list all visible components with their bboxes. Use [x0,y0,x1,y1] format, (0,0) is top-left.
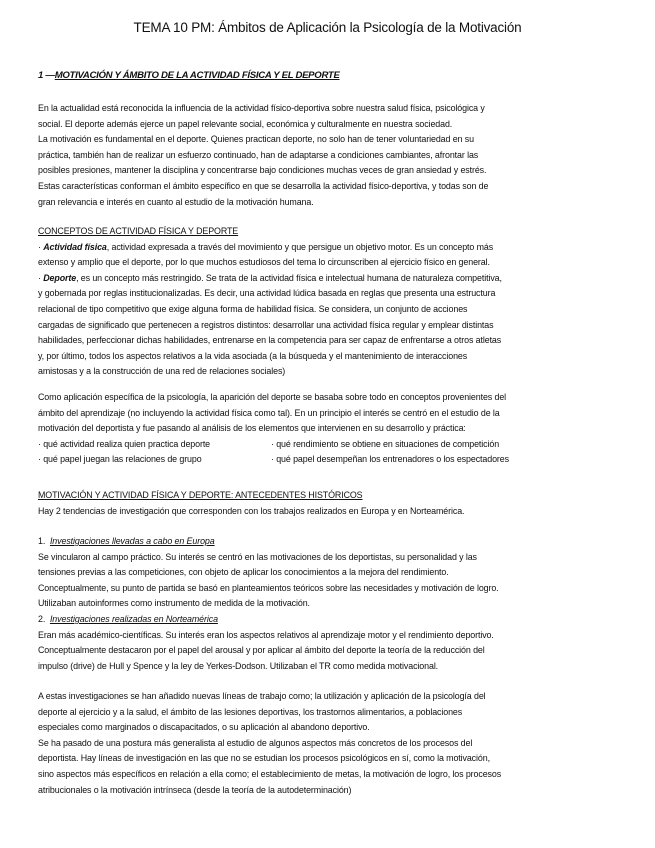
text-line: social. El deporte además ejerce un papel relevante social, económica y culturalmente en nuestra sociedad. [38,118,453,129]
question-row [38,452,623,468]
europe-heading [38,534,623,550]
bullet: · [38,241,44,252]
text-line: especiales como marginados o discapacitados, o su aplicación al abandono deportivo. [38,722,370,733]
question-item: · qué papel juegan las relaciones de grupo [38,454,202,465]
definition-text: , actividad expresada a través del movimiento y que persigue un objetivo motor. Es un concepto más [106,241,494,252]
concepts-heading: CONCEPTOS DE ACTIVIDAD FÍSICA Y DEPORTE [38,226,239,236]
text-line: La motivación es fundamental en el deporte. Quienes practican deporte, no solo han de tener voluntariedad en su [38,134,474,145]
list-number: 2. [38,613,46,624]
text-line: Como aplicación específica de la psicología, la aparición del deporte se basaba sobre todo en conceptos provenientes del [38,392,507,402]
text-line: práctica, también han de realizar un esfuerzo continuado, han de adaptarse a condiciones cambiantes, afrontar las [38,149,479,160]
question-item: · qué papel desempeñan los entrenadores o los espectadores [271,454,509,465]
question-row [38,437,623,453]
section-number: 1 — [38,70,55,81]
america-heading [38,612,623,628]
term-deporte: Deporte [43,272,77,283]
text-line: Utilizaban autoinformes como instrumento de medida de la motivación. [38,598,310,609]
text-line: y, por último, todos los aspectos relativos a la vida asociada (a la búsqueda y el mantenimiento de interacciones [38,350,468,361]
application-paragraph [38,390,623,468]
text-line: extenso y amplio que el deporte, por lo que muchos estudiosos del tema lo circunscriben al ejercicio físico en general. [38,257,490,268]
section-heading-text: MOTIVACIÓN Y ÁMBITO DE LA ACTIVIDAD FÍSICA Y EL DEPORTE [54,70,340,81]
america-heading-text: Investigaciones realizadas en Norteamérica [49,613,218,624]
text-line: Conceptualmente destacaron por el papel del arousal y por aplicar al ámbito del deporte la teoría de la reducción del [38,645,485,656]
text-line: motivación del deportista y fue pasando al análisis de los elementos que intervienen en su desarrollo y práctica: [38,423,466,434]
text-line: relacional de tipo competitivo que exige alguna forma de habilidad física. Se considera, un conjunto de acciones [38,303,468,314]
text-line: atribucionales o la motivación intrínseca (desde la teoría de la autodeterminación) [38,784,352,795]
question-item: · qué rendimiento se obtiene en situaciones de competición [271,438,500,449]
definition-deporte [38,271,623,287]
section-heading [38,70,340,81]
text-line: Eran más académico-científicas. Su interés eran los aspectos relativos al aprendizaje motor y el rendimiento deportivo. [38,629,494,640]
text-line: deportista. Hay líneas de investigación en las que no se estudian los procesos psicológicos en sí, como la motivación, [38,753,490,764]
text-line: Estas características conforman el ámbito específico en que se desarrolla la actividad físico-deportiva, y todas son de [38,180,489,191]
text-line: sino aspectos más específicos en relación a ella como; el establecimiento de metas, la motivación de logro, los procesos [38,768,502,779]
text-line: A estas investigaciones se han añadido nuevas líneas de trabajo como; la utilización y aplicación de la psicología del [38,691,486,701]
text-line: amistosas y a la construcción de una red de relaciones sociales) [38,366,286,377]
text-line: Se vincularon al campo práctico. Su interés se centró en las motivaciones de los deportistas, su personalidad y las [38,551,477,562]
europe-subsection [38,534,623,674]
text-line: tensiones previas a las competiciones, con objeto de aplicar los conocimientos a la mejora del rendimiento. [38,567,449,578]
page-title: TEMA 10 PM: Ámbitos de Aplicación la Psicología de la Motivación [133,20,522,35]
text-line: impulso (drive) de Hull y Spence y la ley de Yerkes-Dodson. Utilizaban el TR como medida motivacional. [38,660,439,671]
text-line: deporte al ejercicio y a la salud, el ámbito de las lesiones deportivas, los trastornos alimentarios, a poblaciones [38,706,463,717]
intro-paragraph [38,101,623,210]
definition-actividad-fisica [38,240,623,256]
text-line: En la actualidad está reconocida la influencia de la actividad físico-deportiva sobre nuestra salud física, psicológica y [38,103,485,113]
europe-heading-text: Investigaciones llevadas a cabo en Europa [49,536,215,546]
term-actividad-fisica: Actividad física [43,241,107,252]
text-line: habilidades, perfeccionar dichas habilidades, entrenarse en la competencia para ser capaz de enfrentarse a otros atletas [38,335,502,346]
text-line: gran relevancia e interés en cuanto al estudio de la motivación humana. [38,196,314,207]
text-line: ámbito del aprendizaje (no incluyendo la actividad física como tal). En un principio el interés se centró en el estudio de la [38,407,500,418]
text-line: Se ha pasado de una postura más generalista al estudio de algunos aspectos más concretos de los procesos del [38,737,473,748]
history-section [38,488,623,519]
concepts-section [38,224,623,380]
list-number: 1. [38,536,46,546]
bullet: · [38,272,44,283]
text-line: Conceptualmente, su punto de partida se basó en planteamientos teóricos sobre las necesidades y motivación de logro. [38,582,499,593]
text-line: Hay 2 tendencias de investigación que corresponden con los trabajos realizados en Europa y en Norteamérica. [38,505,465,516]
definition-text: , es un concepto más restringido. Se trata de la actividad física e intelectual humana de naturaleza competitiva, [76,272,502,283]
closing-paragraph [38,689,623,798]
text-line: posibles presiones, mantener la disciplina y concentrarse bajo condiciones muchas veces de gran ansiedad y estrés. [38,165,487,176]
question-item: · qué actividad realiza quien practica deporte [38,438,211,449]
history-heading: MOTIVACIÓN Y ACTIVIDAD FÍSICA Y DEPORTE: ANTECEDENTES HISTÓRICOS [38,490,363,500]
text-line: y gobernada por reglas institucionalizadas. Es decir, una actividad lúdica basada en reglas que presenta una estructura [38,288,496,299]
text-line: cargadas de significado que pertenecen a registros distintos: desarrollar una actividad física regular y emplear distintas [38,319,494,330]
